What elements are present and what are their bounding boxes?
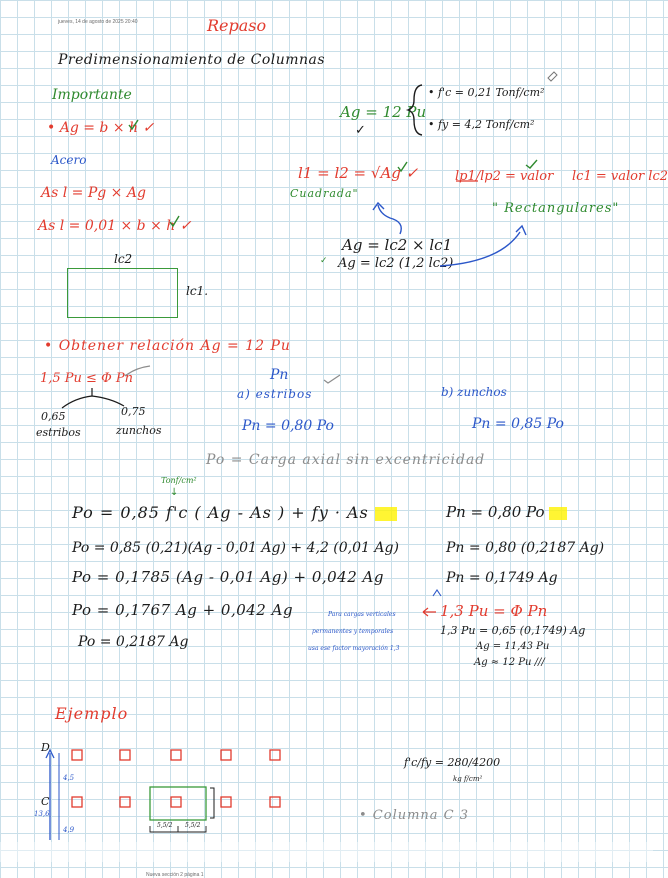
po-definition: Po = Carga axial sin excentricidad — [206, 452, 486, 468]
phi-075: 0,75 — [121, 405, 146, 418]
page-title: Repaso — [207, 16, 267, 35]
fc-fy-units: kg f/cm² — [453, 775, 483, 783]
phi-065: 0,65 — [41, 410, 66, 423]
lc1-formula: lc1 = valor lc2 — [572, 169, 668, 184]
note-line-3: usa ese factor mayoración 1,3 — [308, 645, 400, 652]
asl-001-formula: As l = 0,01 × b × h ✓ — [38, 218, 192, 234]
pn-line-5: 1,3 Pu = 0,65 (0,1749) Ag — [440, 624, 586, 637]
fc-value: • f'c = 0,21 Tonf/cm² — [428, 86, 545, 99]
dim-4-9: 4,9 — [63, 826, 75, 834]
page-time: 20:40 — [125, 19, 138, 25]
caret-mark — [433, 590, 441, 596]
acero-label: Acero — [51, 153, 87, 167]
fc-fy-values: f'c/fy = 280/4200 — [404, 756, 501, 769]
unit-arrow: ↓ — [170, 487, 179, 498]
page-subtitle: Predimensionamiento de Columnas — [58, 52, 326, 68]
fade-strip — [0, 842, 653, 862]
example-title: Ejemplo — [55, 704, 129, 723]
doodle-mark — [548, 72, 557, 81]
asl-pg-formula: As l = Pg × Ag — [41, 185, 146, 201]
note-line-2: permanentes y temporales — [312, 628, 394, 635]
rect-top-label: lc2 — [114, 252, 133, 266]
phi-arrow — [423, 608, 436, 616]
arrow-to-rectangulares — [440, 232, 520, 266]
bottom-dim — [150, 826, 206, 832]
pn-085-po: Pn = 0,85 Po — [472, 416, 564, 432]
tributary-dim — [210, 788, 214, 818]
phi-estribos: estribos — [36, 426, 81, 439]
po-line-1: Po = 0,85 f'c ( Ag - As ) + fy · As — [72, 503, 397, 522]
ag-lc-formula: Ag = lc2 × lc1 — [342, 236, 453, 254]
po-line-5: Po = 0,2187 Ag — [78, 634, 189, 650]
axis-label-c: C — [41, 795, 50, 808]
cuadrada-label: Cuadrada" — [290, 187, 359, 200]
unit-annotation: Tonf/cm² — [161, 476, 197, 485]
sub-dim-1: 5,5/2 — [157, 822, 173, 829]
ag-12pu-formula: Ag = 12 Pu — [340, 103, 427, 121]
brace — [408, 85, 422, 135]
split-arrows — [62, 388, 124, 408]
check-pn — [324, 375, 340, 383]
po-line-3: Po = 0,1785 (Ag - 0,01 Ag) + 0,042 Ag — [72, 568, 384, 586]
page-footer: Nueva sección 2 página 1 — [146, 872, 204, 878]
po-line-2: Po = 0,85 (0,21)(Ag - 0,01 Ag) + 4,2 (0,01 Ag) — [72, 540, 399, 556]
columna-c3: • Columna C 3 — [359, 808, 470, 823]
dim-4-5: 4,5 — [63, 774, 75, 782]
ratio-formula: lp1/lp2 = valor — [455, 169, 554, 184]
ag-1143: Ag = 11,43 Pu — [476, 641, 550, 652]
b-zunchos: b) zunchos — [441, 385, 507, 399]
ag-tick: ✓ — [320, 256, 328, 266]
pn-line-3: Pn = 0,1749 Ag — [446, 570, 558, 586]
importante-label: Importante — [52, 87, 132, 103]
pn-line-1: Pn = 0,80 Po — [446, 503, 567, 521]
arrow-to-rectangulares-head — [516, 226, 526, 235]
rect-right-label: lc1. — [186, 284, 209, 298]
a-estribos: a) estribos — [237, 387, 313, 401]
check-asl — [170, 216, 179, 226]
l1-l2-formula: l1 = l2 = √Ag ✓ — [298, 164, 419, 182]
pu-phi-pn: 1,3 Pu = Φ Pn — [440, 602, 548, 620]
ag-lc2-formula: Ag = lc2 (1,2 lc2) — [338, 256, 454, 271]
rectangulares-label: " Rectangulares" — [492, 201, 620, 216]
check-l1l2 — [398, 162, 407, 171]
obtener-relacion: • Obtener relación Ag = 12 Pu — [44, 338, 291, 354]
sub-dim-2: 5,5/2 — [185, 822, 201, 829]
po-line-4: Po = 0,1767 Ag + 0,042 Ag — [72, 601, 294, 619]
arrow-to-cuadrada — [378, 205, 401, 234]
column-grid — [72, 750, 280, 807]
phi-zunchos: zunchos — [116, 424, 162, 437]
check-ratio — [526, 160, 537, 168]
ag-check: ✓ — [355, 123, 366, 138]
dim-13-6: 13,6 — [34, 810, 50, 818]
tributary-area — [150, 787, 206, 820]
ag-12pu-result: Ag ≈ 12 Pu /// — [474, 657, 545, 668]
fy-value: • fy = 4,2 Tonf/cm² — [428, 118, 535, 131]
check-ag-bh — [129, 120, 138, 129]
pu-phi-formula: 1,5 Pu ≤ Φ Pn — [40, 371, 133, 386]
pn-080-po: Pn = 0,80 Po — [242, 418, 334, 434]
note-line-1: Para cargas verticales — [328, 611, 396, 618]
axis-label-d: D — [41, 741, 50, 754]
ag-bh-formula: • Ag = b × h ✓ — [47, 120, 155, 136]
page-date: jueves, 14 de agosto de 2025 — [58, 19, 124, 25]
arrow-phi-pn — [125, 366, 150, 376]
pn-line-2: Pn = 0,80 (0,2187 Ag) — [446, 540, 605, 556]
pn-label: Pn — [270, 367, 289, 383]
